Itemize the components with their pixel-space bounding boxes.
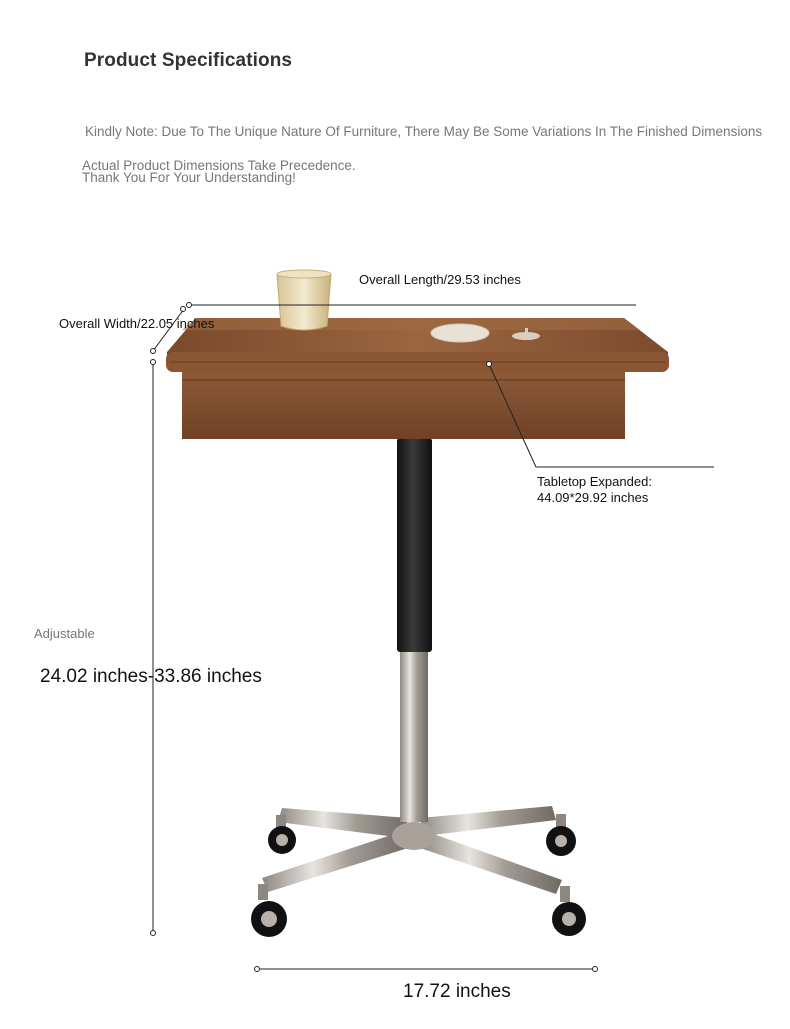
adjustable-label: Adjustable [34,626,95,641]
tabletop-expanded-label: Tabletop Expanded: [537,474,652,489]
base-width-label: 17.72 inches [403,981,511,1002]
tabletop [166,318,669,439]
height-range-label: 24.02 inches-33.86 inches [40,666,262,687]
tabletop-expanded-value: 44.09*29.92 inches [537,490,649,505]
overall-length-label: Overall Length/29.53 inches [359,272,521,287]
overall-width-label: Overall Width/22.05 inches [59,316,215,331]
page-title: Product Specifications [84,50,293,71]
note-line-1: Kindly Note: Due To The Unique Nature Of Furniture, There May Be Some Variations In The Finished Dimensions [85,124,763,139]
note-line-3: Thank You For Your Understanding! [82,170,296,185]
stone-ornament [431,324,489,342]
black-column [397,438,432,652]
note-line-2: Actual Product Dimensions Take Precedence. [82,158,356,173]
glass-cup [277,270,331,330]
tabletop-expanded-callout [537,474,652,506]
chrome-column [400,650,428,822]
